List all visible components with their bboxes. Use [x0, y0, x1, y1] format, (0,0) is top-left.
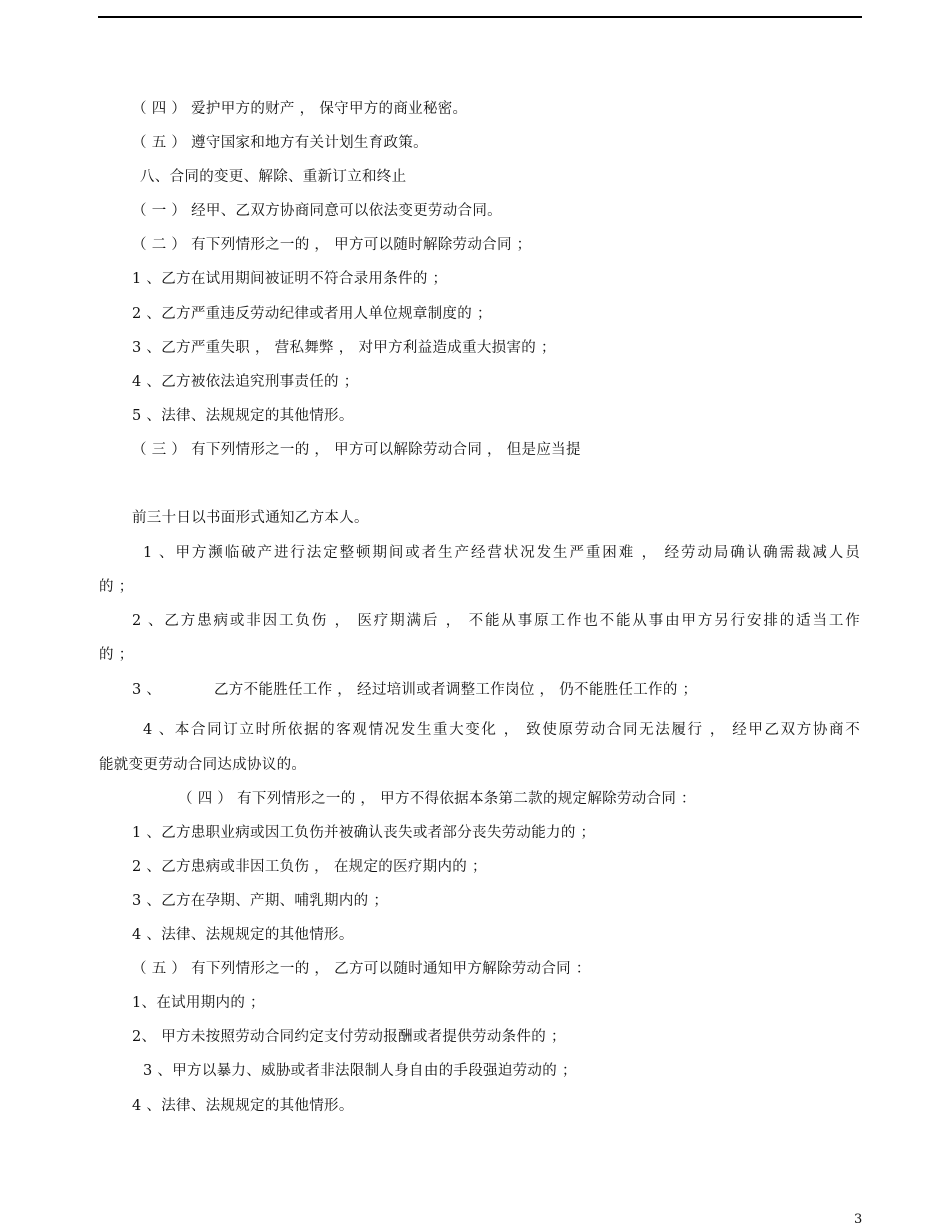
- clause-line: 2 、乙方患病或非因工负伤 ， 医疗期满后 ， 不能从事原工作也不能从事由甲方另行安排的适当工作: [132, 613, 860, 629]
- clause-line: 2 、乙方严重违反劳动纪律或者用人单位规章制度的 ；: [132, 306, 492, 322]
- clause-line: 1 、甲方濒临破产进行法定整顿期间或者生产经营状况发生严重困难 ， 经劳动局确认确需裁减人员: [143, 545, 860, 561]
- clause-number: 3 、: [132, 682, 162, 698]
- clause-line: 5 、法律、法规规定的其他情形。: [132, 408, 354, 424]
- clause-line: 1 、乙方在试用期间被证明不符合录用条件的 ；: [132, 271, 448, 287]
- clause-line: （ 四 ） 有下列情形之一的 ， 甲方不得依据本条第二款的规定解除劳动合同 ：: [178, 791, 696, 807]
- clause-line: 前三十日以书面形式通知乙方本人。: [132, 510, 369, 526]
- clause-line: （ 五 ） 遵守国家和地方有关计划生育政策。: [132, 135, 428, 151]
- clause-line: 4 、本合同订立时所依据的客观情况发生重大变化 ， 致使原劳动合同无法履行 ， 经甲乙双方协商不: [143, 722, 860, 738]
- section-heading: 八、合同的变更、解除、重新订立和终止: [140, 169, 407, 185]
- clause-line: （ 二 ） 有下列情形之一的 ， 甲方可以随时解除劳动合同 ；: [132, 237, 532, 253]
- clause-line: 4 、法律、法规规定的其他情形。: [132, 1098, 354, 1114]
- clause-line: （ 四 ） 爱护甲方的财产 ， 保守甲方的商业秘密。: [132, 101, 468, 117]
- clause-line: 乙方不能胜任工作 ， 经过培训或者调整工作岗位 ， 仍不能胜任工作的 ；: [214, 682, 698, 698]
- clause-line: 1、在试用期内的 ；: [132, 995, 265, 1011]
- header-rule: [98, 16, 862, 18]
- clause-line: 4 、法律、法规规定的其他情形。: [132, 927, 354, 943]
- clause-line: 4 、乙方被依法追究刑事责任的 ；: [132, 374, 359, 390]
- clause-line: 的 ；: [99, 647, 134, 663]
- clause-line: （ 三 ） 有下列情形之一的 ， 甲方可以解除劳动合同 ， 但是应当提: [132, 442, 581, 458]
- clause-line: 2 、乙方患病或非因工负伤 ， 在规定的医疗期内的 ；: [132, 859, 487, 875]
- clause-line: 3 、乙方严重失职 ， 营私舞弊 ， 对甲方利益造成重大损害的 ；: [132, 340, 556, 356]
- clause-line: （ 一 ） 经甲、乙双方协商同意可以依法变更劳动合同。: [132, 203, 502, 219]
- clause-line: 的 ；: [99, 579, 134, 595]
- clause-line: 能就变更劳动合同达成协议的。: [99, 757, 307, 773]
- page-number: 3: [854, 1212, 863, 1227]
- clause-line: 1 、乙方患职业病或因工负伤并被确认丧失或者部分丧失劳动能力的 ；: [132, 825, 596, 841]
- clause-line: 3 、甲方以暴力、威胁或者非法限制人身自由的手段强迫劳动的 ；: [143, 1063, 577, 1079]
- clause-line: 2、 甲方未按照劳动合同约定支付劳动报酬或者提供劳动条件的 ；: [132, 1029, 566, 1045]
- clause-line: （ 五 ） 有下列情形之一的 ， 乙方可以随时通知甲方解除劳动合同 ：: [132, 961, 591, 977]
- clause-line: 3 、乙方在孕期、产期、哺乳期内的 ；: [132, 893, 389, 909]
